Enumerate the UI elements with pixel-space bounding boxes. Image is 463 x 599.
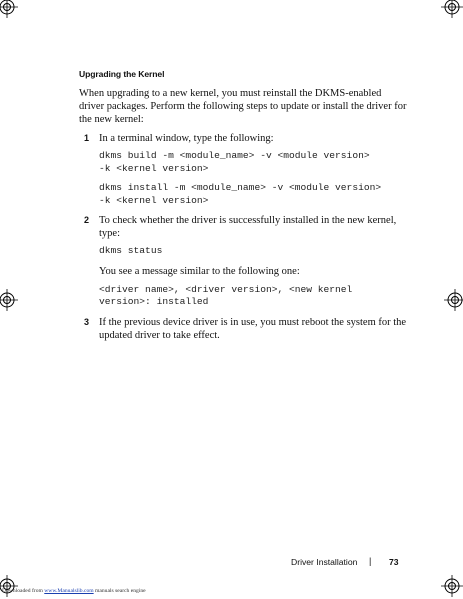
step-number: 3 bbox=[84, 316, 90, 327]
step-2 bbox=[79, 214, 409, 309]
step-text: In a terminal window, type the following: bbox=[99, 133, 274, 144]
main-content bbox=[79, 68, 409, 348]
step-1 bbox=[79, 132, 409, 207]
registration-mark-icon bbox=[444, 289, 463, 311]
step-number: 1 bbox=[84, 133, 90, 143]
code-block-dkms-build: dkms build -m <module_name> -v <module version> -k <kernel version> bbox=[99, 150, 370, 174]
registration-mark-icon bbox=[0, 289, 18, 311]
page-footer bbox=[0, 557, 463, 571]
manualslib-link[interactable]: www.Manualslib.com bbox=[44, 588, 94, 594]
section-heading: Upgrading the Kernel bbox=[79, 69, 165, 79]
step-text: If the previous device driver is in use, you must reboot the system for the updated driver to take effect. bbox=[99, 316, 407, 341]
intro-paragraph: When upgrading to a new kernel, you must reinstall the DKMS-enabled driver packages. Perform the following steps to update or install the driver for the new kernel: bbox=[79, 88, 407, 125]
registration-mark-icon bbox=[0, 0, 18, 18]
code-block-dkms-status: dkms status bbox=[99, 245, 163, 256]
step-note: You see a message similar to the following one: bbox=[99, 265, 300, 277]
footer-section-title: Driver Installation bbox=[291, 557, 358, 567]
step-text: To check whether the driver is successfully installed in the new kernel, type: bbox=[99, 215, 397, 239]
download-prefix: Downloaded from bbox=[2, 588, 45, 594]
registration-mark-icon bbox=[441, 575, 463, 597]
code-block-dkms-install: dkms install -m <module_name> -v <module version> -k <kernel version> bbox=[99, 182, 382, 206]
footer-separator: | bbox=[369, 556, 372, 566]
page-number: 73 bbox=[389, 557, 399, 567]
download-suffix: manuals search engine bbox=[93, 588, 146, 594]
code-block-status-output: <driver name>, <driver version>, <new kernel version>: installed bbox=[99, 283, 353, 307]
download-notice bbox=[2, 588, 146, 594]
step-3 bbox=[79, 316, 409, 342]
registration-mark-icon bbox=[441, 0, 463, 18]
step-number: 2 bbox=[84, 215, 90, 225]
